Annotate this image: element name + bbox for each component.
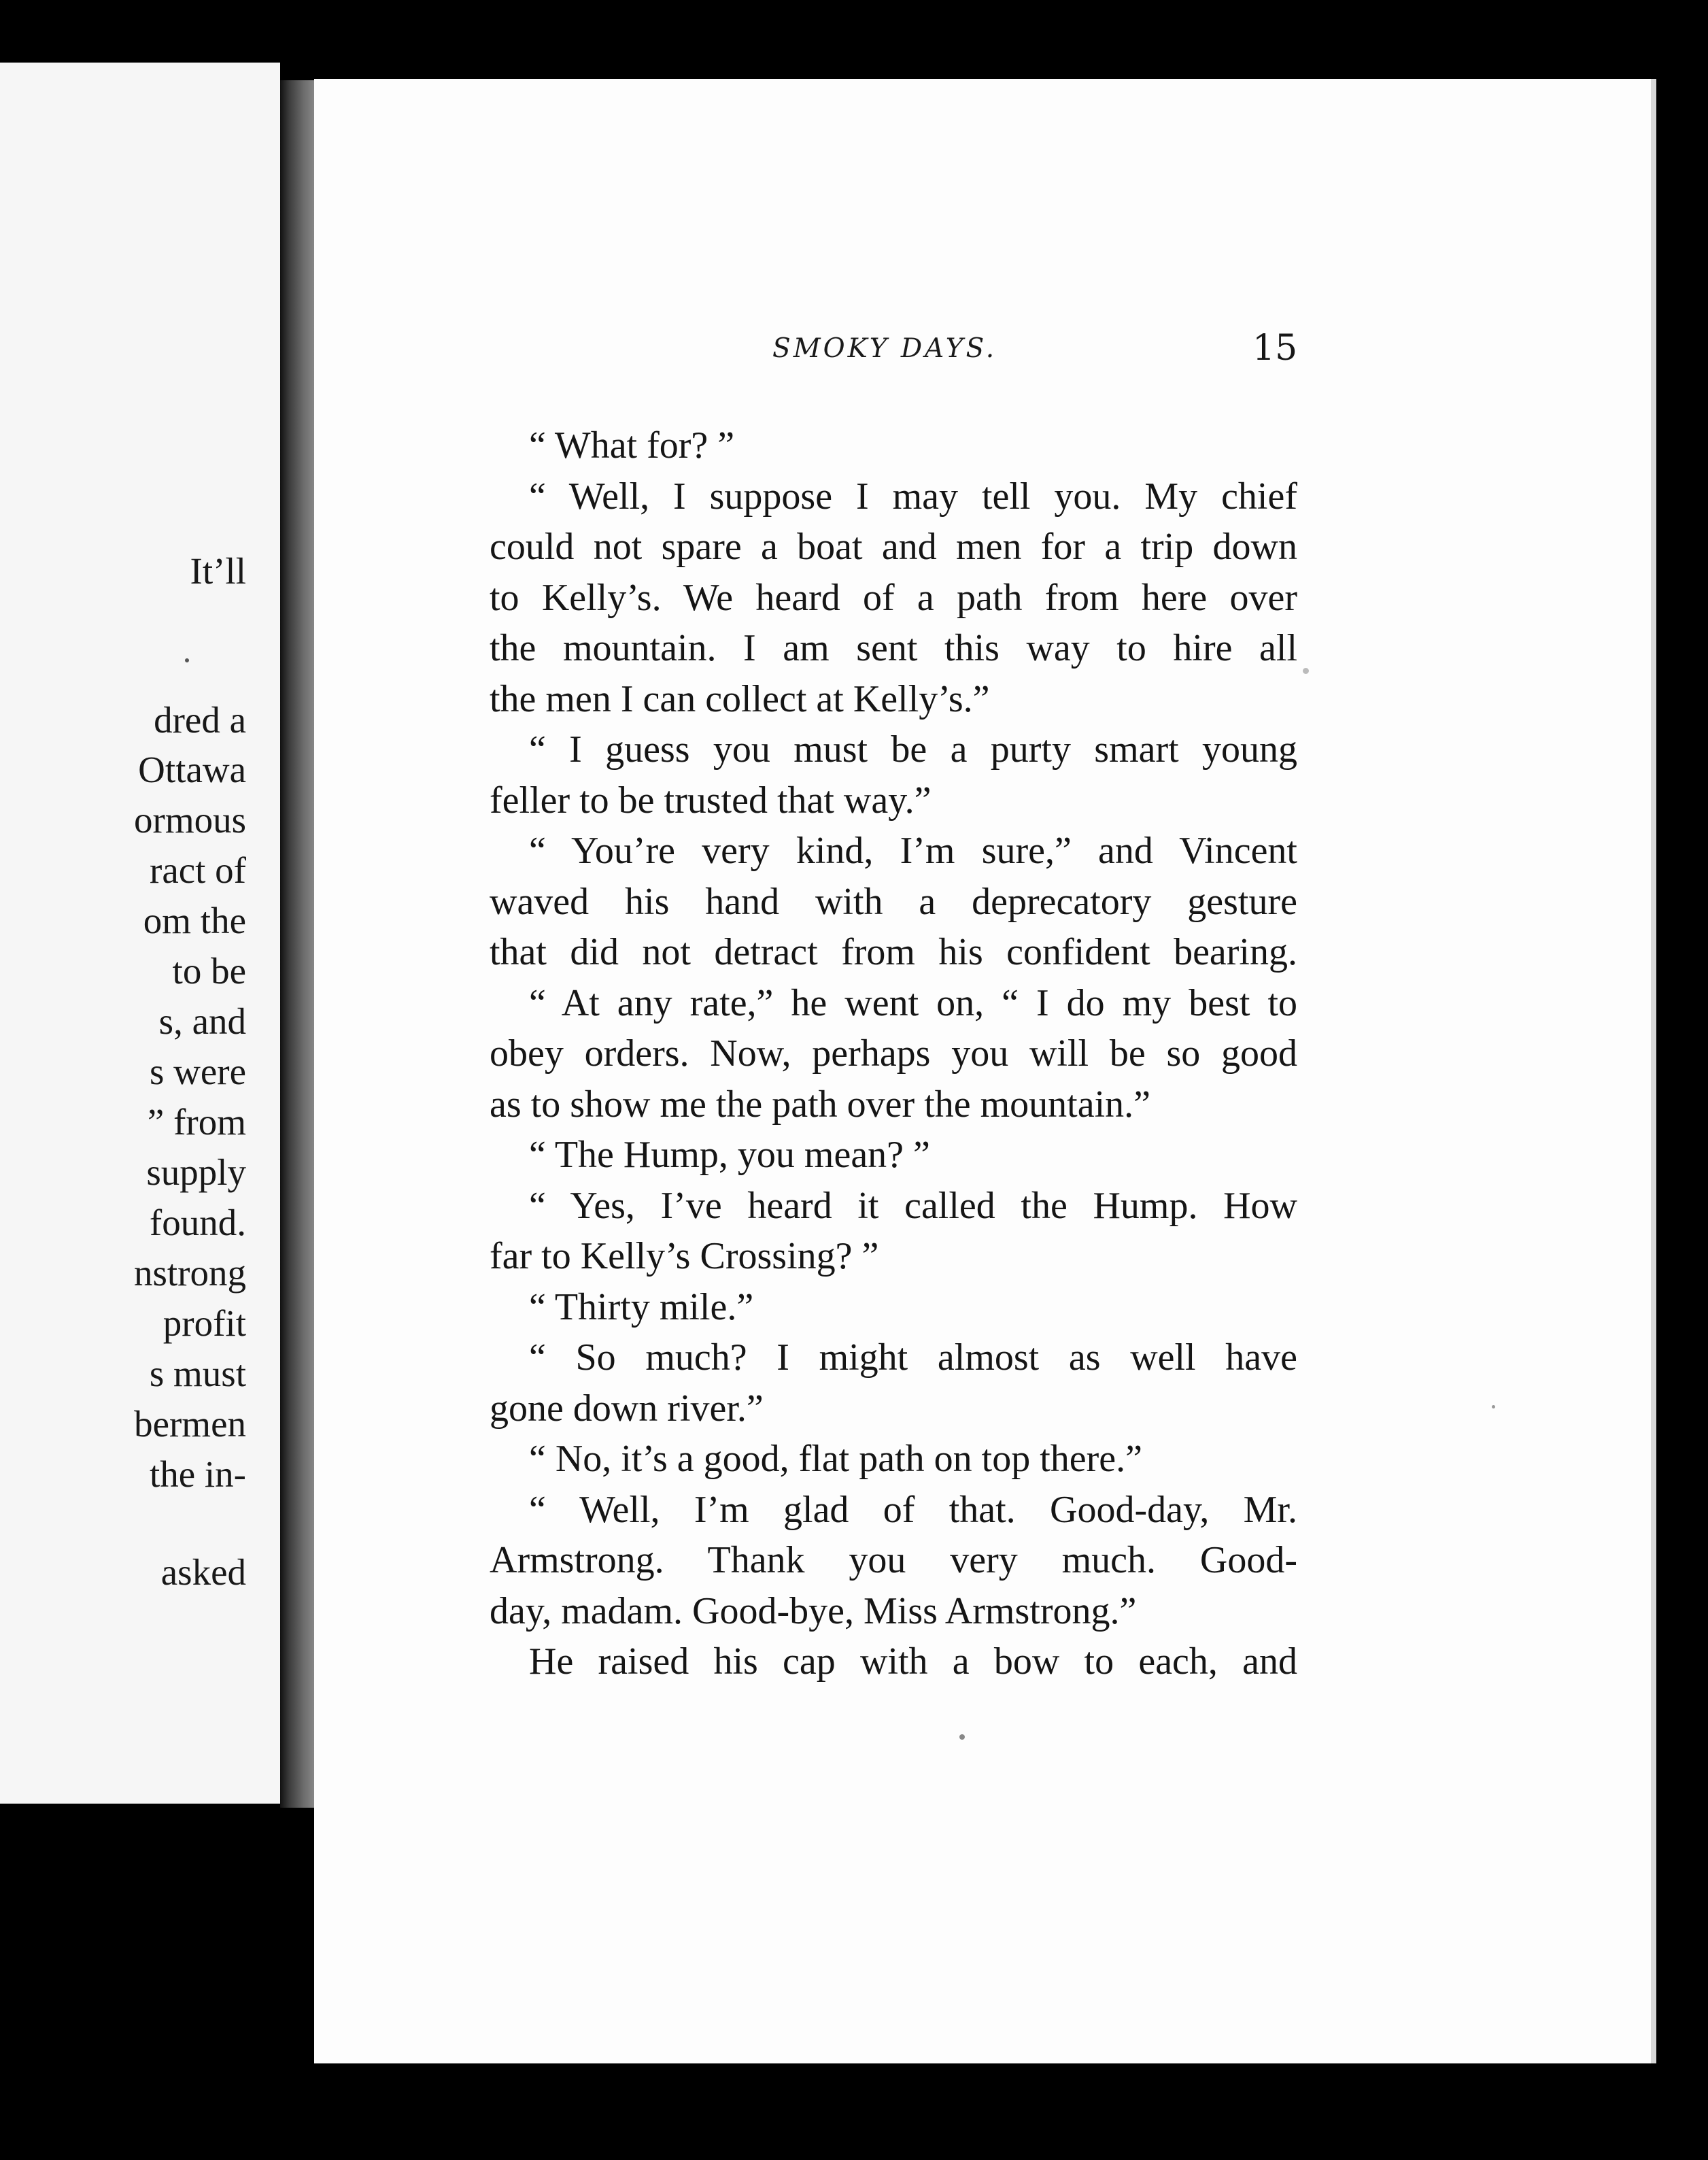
text-line: “ Yes, I’ve heard it called the Hump. How (529, 1184, 1297, 1227)
scan-speck (1492, 1405, 1495, 1408)
text-line: “ You’re very kind, I’m sure,” and Vincent (529, 830, 1297, 872)
facing-page-line: om the (143, 900, 246, 941)
text-line: as to show me the path over the mountain.” (490, 1083, 1150, 1126)
text-line: “ Thirty mile.” (529, 1285, 754, 1328)
facing-page-line: s must (149, 1353, 246, 1394)
facing-page-line: s were (149, 1051, 246, 1092)
facing-page-line: ” from (147, 1101, 246, 1143)
text-line: the mountain. I am sent this way to hire all (490, 627, 1297, 669)
text-line: gone down river.” (490, 1387, 764, 1430)
facing-page-line: asked (160, 1551, 246, 1593)
text-line: “ What for? ” (529, 424, 735, 467)
running-head: SMOKY DAYS. (772, 333, 997, 364)
facing-page-line: ormous (134, 799, 246, 841)
text-line: feller to be trusted that way.” (490, 779, 932, 822)
facing-page-line: found. (149, 1202, 246, 1243)
text-line: “ Well, I suppose I may tell you. My chief (529, 475, 1297, 518)
facing-page-line: to be (172, 950, 246, 992)
text-line: “ At any rate,” he went on, “ I do my best to (529, 981, 1297, 1024)
text-line: He raised his cap with a bow to each, and (529, 1640, 1297, 1683)
page-number: 15 (1252, 328, 1298, 369)
text-line: Armstrong. Thank you very much. Good- (490, 1539, 1297, 1581)
facing-page-line: supply (146, 1151, 246, 1193)
facing-page-line: profit (163, 1302, 246, 1344)
text-line: that did not detract from his confident bearing. (490, 931, 1297, 973)
text-line: the men I can collect at Kelly’s.” (490, 677, 990, 720)
text-line: obey orders. Now, perhaps you will be so good (490, 1032, 1297, 1075)
text-line: waved his hand with a deprecatory gesture (490, 880, 1297, 923)
scan-speck (959, 1734, 965, 1740)
text-line: “ So much? I might almost as well have (529, 1336, 1297, 1379)
facing-page-line: It’ll (190, 550, 246, 592)
facing-page-line: nstrong (134, 1252, 246, 1294)
facing-page-line: dred a (154, 699, 246, 741)
facing-page-line: Ottawa (138, 749, 246, 790)
text-line: to Kelly’s. We heard of a path from here over (490, 576, 1297, 619)
facing-page-left (0, 63, 280, 1804)
text-line: “ Well, I’m glad of that. Good-day, Mr. (529, 1488, 1297, 1531)
body-text (490, 420, 1297, 1687)
facing-page-line: the in- (149, 1453, 246, 1495)
facing-page-line: bermen (134, 1403, 246, 1445)
facing-page-line: s, and (158, 1000, 246, 1042)
scan-speck (185, 658, 189, 662)
text-line: day, madam. Good-bye, Miss Armstrong.” (490, 1589, 1137, 1632)
text-line: far to Kelly’s Crossing? ” (490, 1235, 879, 1277)
text-line: could not spare a boat and men for a trip down (490, 526, 1297, 568)
scan-speck (1303, 668, 1309, 674)
page-edge (1651, 79, 1656, 2063)
text-line: “ The Hump, you mean? ” (529, 1134, 930, 1176)
facing-page-line: ract of (150, 849, 246, 891)
text-line: “ I guess you must be a purty smart young (529, 728, 1297, 771)
text-line: “ No, it’s a good, flat path on top there.” (529, 1438, 1142, 1480)
